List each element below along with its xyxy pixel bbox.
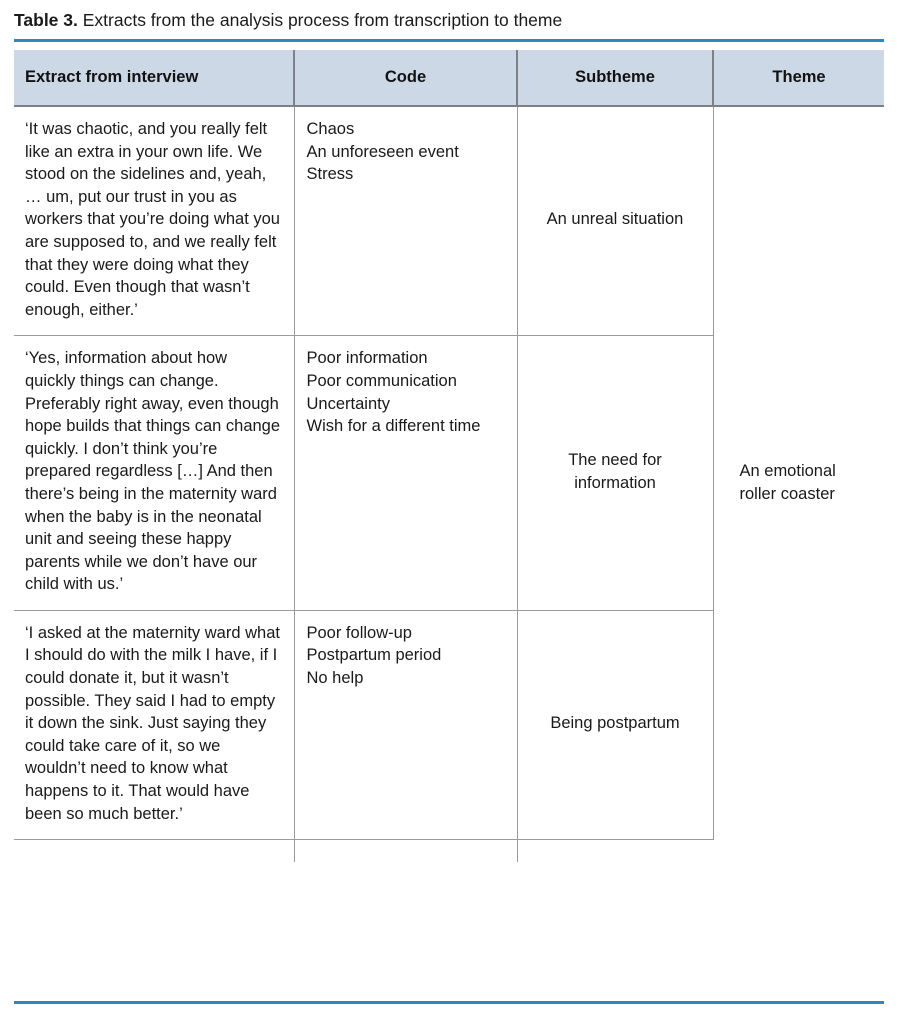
subtheme-text: Being postpartum xyxy=(550,714,680,733)
cell-code-3 xyxy=(294,610,517,839)
code-item: Chaos xyxy=(306,120,355,138)
code-item: Poor communication xyxy=(306,371,457,390)
code-item: Postpartum period xyxy=(306,646,442,665)
code-item: No help xyxy=(306,669,364,688)
spacer-cell-extract xyxy=(14,840,294,862)
code-item: Stress xyxy=(306,165,354,184)
theme-text: An emotional roller coaster xyxy=(739,462,836,503)
analysis-process-table xyxy=(14,50,884,862)
cell-code-1 xyxy=(294,106,517,336)
table-row xyxy=(14,106,884,336)
cell-subtheme-2 xyxy=(517,336,713,611)
column-header-subtheme: Subtheme xyxy=(517,50,713,106)
extract-text: ‘Yes, information about how quickly things can change. Preferably right away, even though hope builds that things can change quickly. I don’t think you’re prepared regardless […] And then there’s being in the maternity ward when the baby is in the neonatal unit and seeing these happy parents while we don’t have our child with us.’ xyxy=(25,349,281,594)
code-item: Poor information xyxy=(306,349,428,368)
code-item: Wish for a different time xyxy=(306,417,481,436)
code-item: Uncertainty xyxy=(306,394,390,413)
spacer-cell-code xyxy=(294,840,517,862)
subtheme-text: An unreal situation xyxy=(546,210,684,229)
caption-divider-rule xyxy=(14,39,884,42)
column-header-theme: Theme xyxy=(713,50,884,106)
code-item: Poor follow-up xyxy=(306,623,412,642)
cell-extract-1 xyxy=(14,106,294,336)
cell-subtheme-1 xyxy=(517,106,713,336)
cell-code-2 xyxy=(294,336,517,611)
extract-text: ‘It was chaotic, and you really felt like an extra in your own life. We stood on the sidelines and, yeah, … um, put our trust in you as workers that you’re doing what you are supposed to, and we really felt that they were doing what they could. Even though that wasn’t enough, either.’ xyxy=(25,120,280,319)
column-header-code: Code xyxy=(294,50,517,106)
code-item: An unforeseen event xyxy=(306,142,459,161)
cell-extract-2 xyxy=(14,336,294,611)
table-caption-label: Table 3. xyxy=(14,10,78,30)
table-header-row xyxy=(14,50,884,106)
table-caption-text: Extracts from the analysis process from transcription to theme xyxy=(77,10,563,30)
table-header xyxy=(14,50,884,106)
cell-subtheme-3 xyxy=(517,610,713,839)
column-header-extract: Extract from interview xyxy=(14,50,294,106)
table-bottom-rule xyxy=(14,1001,884,1004)
subtheme-text: The need for information xyxy=(568,451,662,492)
table-body xyxy=(14,106,884,862)
spacer-cell-subtheme xyxy=(517,840,713,862)
table-caption xyxy=(14,0,884,31)
cell-theme-merged xyxy=(713,106,884,862)
table-container xyxy=(14,50,884,862)
extract-text: ‘I asked at the maternity ward what I should do with the milk I have, if I could donate it, but it wasn’t possible. They said I had to empty it down the sink. Just saying they could take care of it, so we wouldn’t need to know what happens to it. That would have been so much better.’ xyxy=(25,623,280,823)
cell-extract-3 xyxy=(14,610,294,839)
